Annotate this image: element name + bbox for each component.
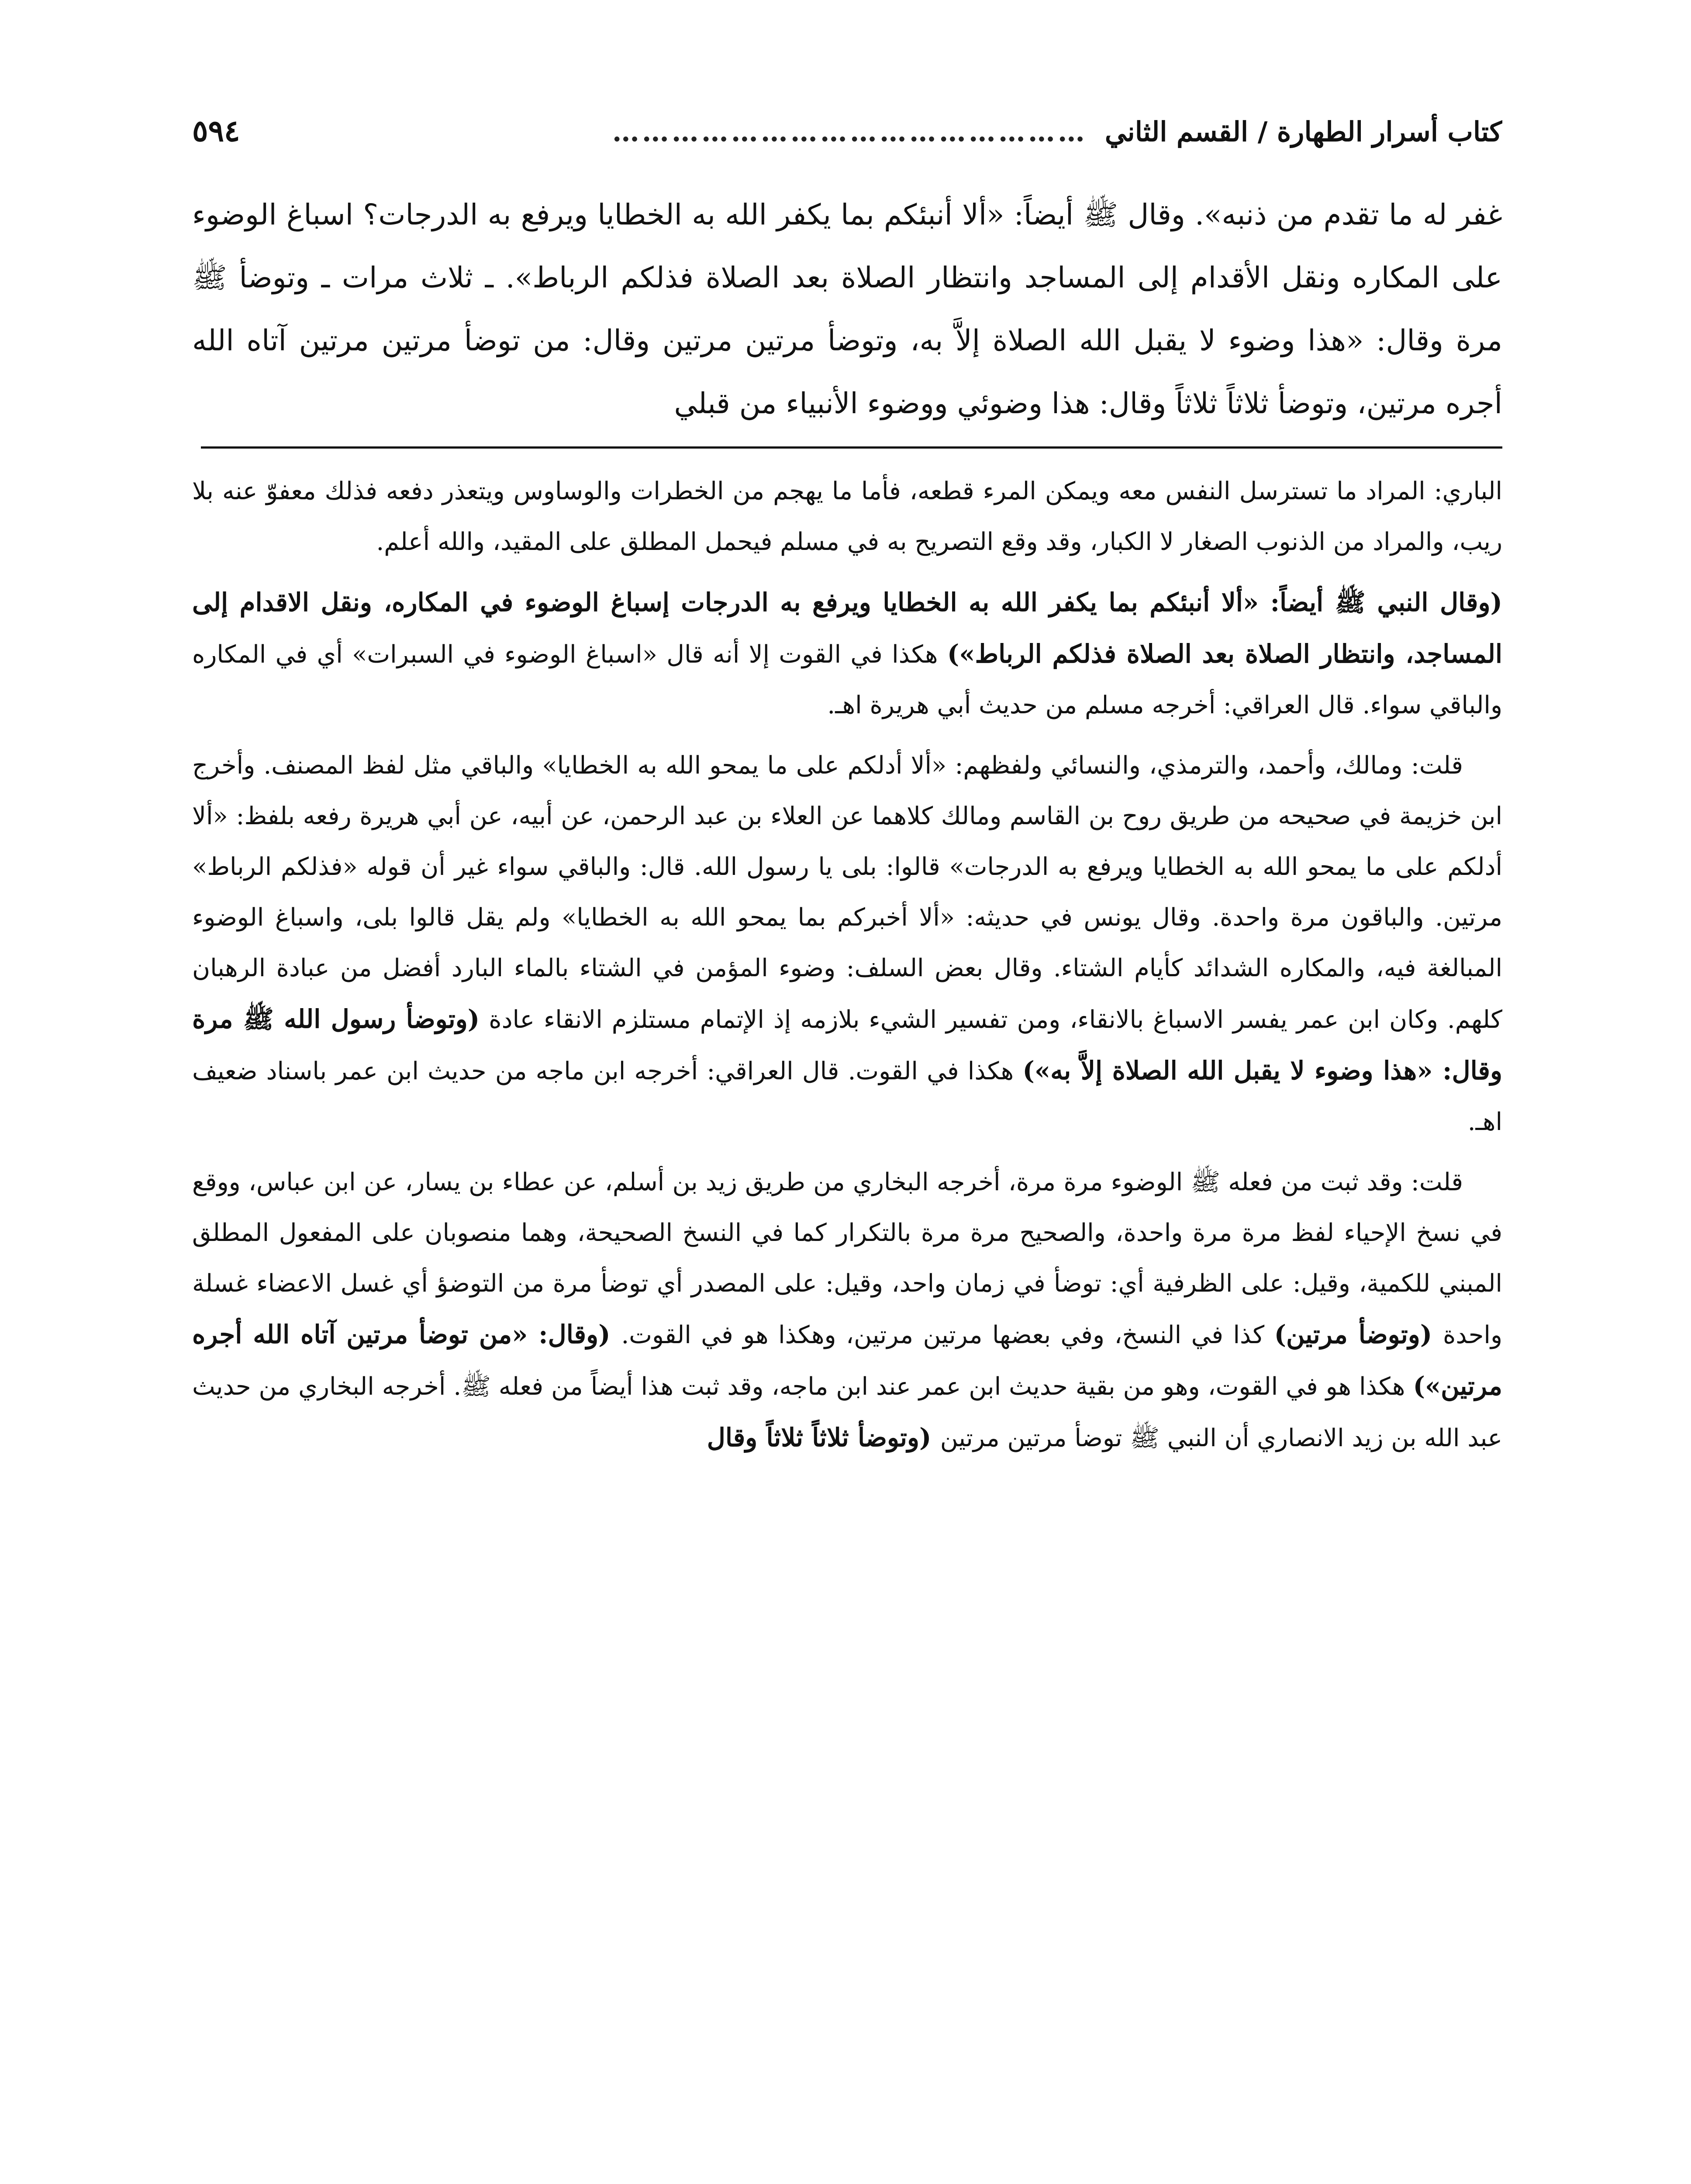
quoted-matn: (وتوضأ مرتين) <box>1274 1320 1443 1349</box>
commentary-paragraph-1 <box>192 466 1502 567</box>
main-text <box>192 183 1502 435</box>
quoted-matn: (وقال: «من توضأ مرتين آتاه الله أجره مرتين») <box>192 1320 1502 1401</box>
quoted-matn: (وتوضأ ثلاثاً ثلاثاً وقال <box>707 1423 940 1452</box>
footnote-separator <box>201 446 1502 449</box>
commentary-text: هكذا هو في القوت، وهو من بقية حديث ابن عمر عند ابن ماجه، وقد ثبت هذا أيضاً من فعله ﷺ. أخرجه البخاري من حديث عبد الله بن زيد الانصاري أن النبي ﷺ توضأ مرتين مرتين <box>192 1372 1502 1452</box>
leader-dots: ………………………………………… <box>612 116 1087 148</box>
commentary <box>192 466 1502 1464</box>
commentary-text: كذا في النسخ، وفي بعضها مرتين مرتين، وهكذا هو في القوت. <box>621 1321 1274 1349</box>
quoted-matn: (وتوضأ رسول الله ﷺ مرة وقال: «هذا وضوء لا يقبل الله الصلاة إلاَّ به») <box>192 1004 1502 1085</box>
document-page <box>192 114 1502 2184</box>
commentary-text: هكذا في القوت إلا أنه قال «اسباغ الوضوء في السبرات» أي في المكاره والباقي سواء. قال العراقي: أخرجه مسلم من حديث أبي هريرة اهـ. <box>192 640 1502 719</box>
quoted-matn: (وقال النبي ﷺ أيضاً: «ألا أنبئكم بما يكفر الله به الخطايا ويرفع به الدرجات إسباغ الوضوء في المكاره، ونقل الاقدام إلى المساجد، وانتظار الصلاة بعد الصلاة فذلكم الرباط») <box>192 587 1502 669</box>
commentary-text: هكذا في القوت. قال العراقي: أخرجه ابن ماجه من حديث ابن عمر باسناد ضعيف اهـ. <box>192 1057 1502 1136</box>
main-paragraph: غفر له ما تقدم من ذنبه». وقال ﷺ أيضاً: «ألا أنبئكم بما يكفر الله به الخطايا ويرفع به الدرجات؟ اسباغ الوضوء على المكاره ونقل الأقدام إلى المساجد وانتظار الصلاة بعد الصلاة فذلكم الرباط». ـ ثلاث مرات ـ وتوضأ ﷺ مرة وقال: «هذا وضوء لا يقبل الله الصلاة إلاَّ به، وتوضأ مرتين مرتين وقال: من توضأ مرتين مرتين آتاه الله أجره مرتين، وتوضأ ثلاثاً ثلاثاً وقال: هذا وضوئي ووضوء الأنبياء من قبلي <box>192 198 1502 420</box>
page-number: ٥٩٤ <box>192 114 240 149</box>
commentary-text: قلت: ومالك، وأحمد، والترمذي، والنسائي ولفظهم: «ألا أدلكم على ما يمحو الله به الخطايا» والباقي مثل لفظ المصنف. وأخرج ابن خزيمة في صحيحه من طريق روح بن القاسم ومالك كلاهما عن العلاء بن عبد الرحمن، عن أبيه، عن أبي هريرة رفعه بلفظ: «ألا أدلكم على ما يمحو الله به الخطايا ويرفع به الدرجات» قالوا: بلى يا رسول الله. قال: والباقي سواء غير أن قوله «فذلكم الرباط» مرتين. والباقون مرة واحدة. وقال يونس في حديثه: «ألا أخبركم بما يمحو الله به الخطايا» ولم يقل قالوا بلى، واسباغ الوضوء المبالغة فيه، والمكاره الشدائد كأيام الشتاء. وقال بعض السلف: وضوء المؤمن في الشتاء بالماء البارد أفضل من عبادة الرهبان كلهم. وكان ابن عمر يفسر الاسباغ بالانقاء، ومن تفسير الشيء بلازمه إذ الإتمام مستلزم الانقاء عادة <box>192 751 1502 1034</box>
commentary-paragraph-4 <box>192 1157 1502 1464</box>
commentary-paragraph-2 <box>192 577 1502 731</box>
book-title: كتاب أسرار الطهارة / القسم الثاني <box>1104 116 1502 148</box>
commentary-text: الباري: المراد ما تسترسل النفس معه ويمكن المرء قطعه، فأما ما يهجم من الخطرات والوساوس ويتعذر دفعه فذلك معفوّ عنه بلا ريب، والمراد من الذنوب الصغار لا الكبار، وقد وقع التصريح به في مسلم فيحمل المطلق على المقيد، والله أعلم. <box>192 477 1502 556</box>
commentary-text: قلت: وقد ثبت من فعله ﷺ الوضوء مرة مرة، أخرجه البخاري من طريق زيد بن أسلم، عن عطاء بن يسار، عن ابن عباس، ووقع في نسخ الإحياء لفظ مرة مرة واحدة، والصحيح مرة مرة بالتكرار كما في النسخ الصحيحة، وهما منصوبان على المفعول المطلق المبني للكمية، وقيل: على الظرفية أي: توضأ في زمان واحد، وقيل: على المصدر أي توضأ مرة من التوضؤ أي غسل الاعضاء غسلة واحدة <box>192 1168 1502 1349</box>
running-header <box>192 114 1502 166</box>
commentary-paragraph-3 <box>192 740 1502 1147</box>
